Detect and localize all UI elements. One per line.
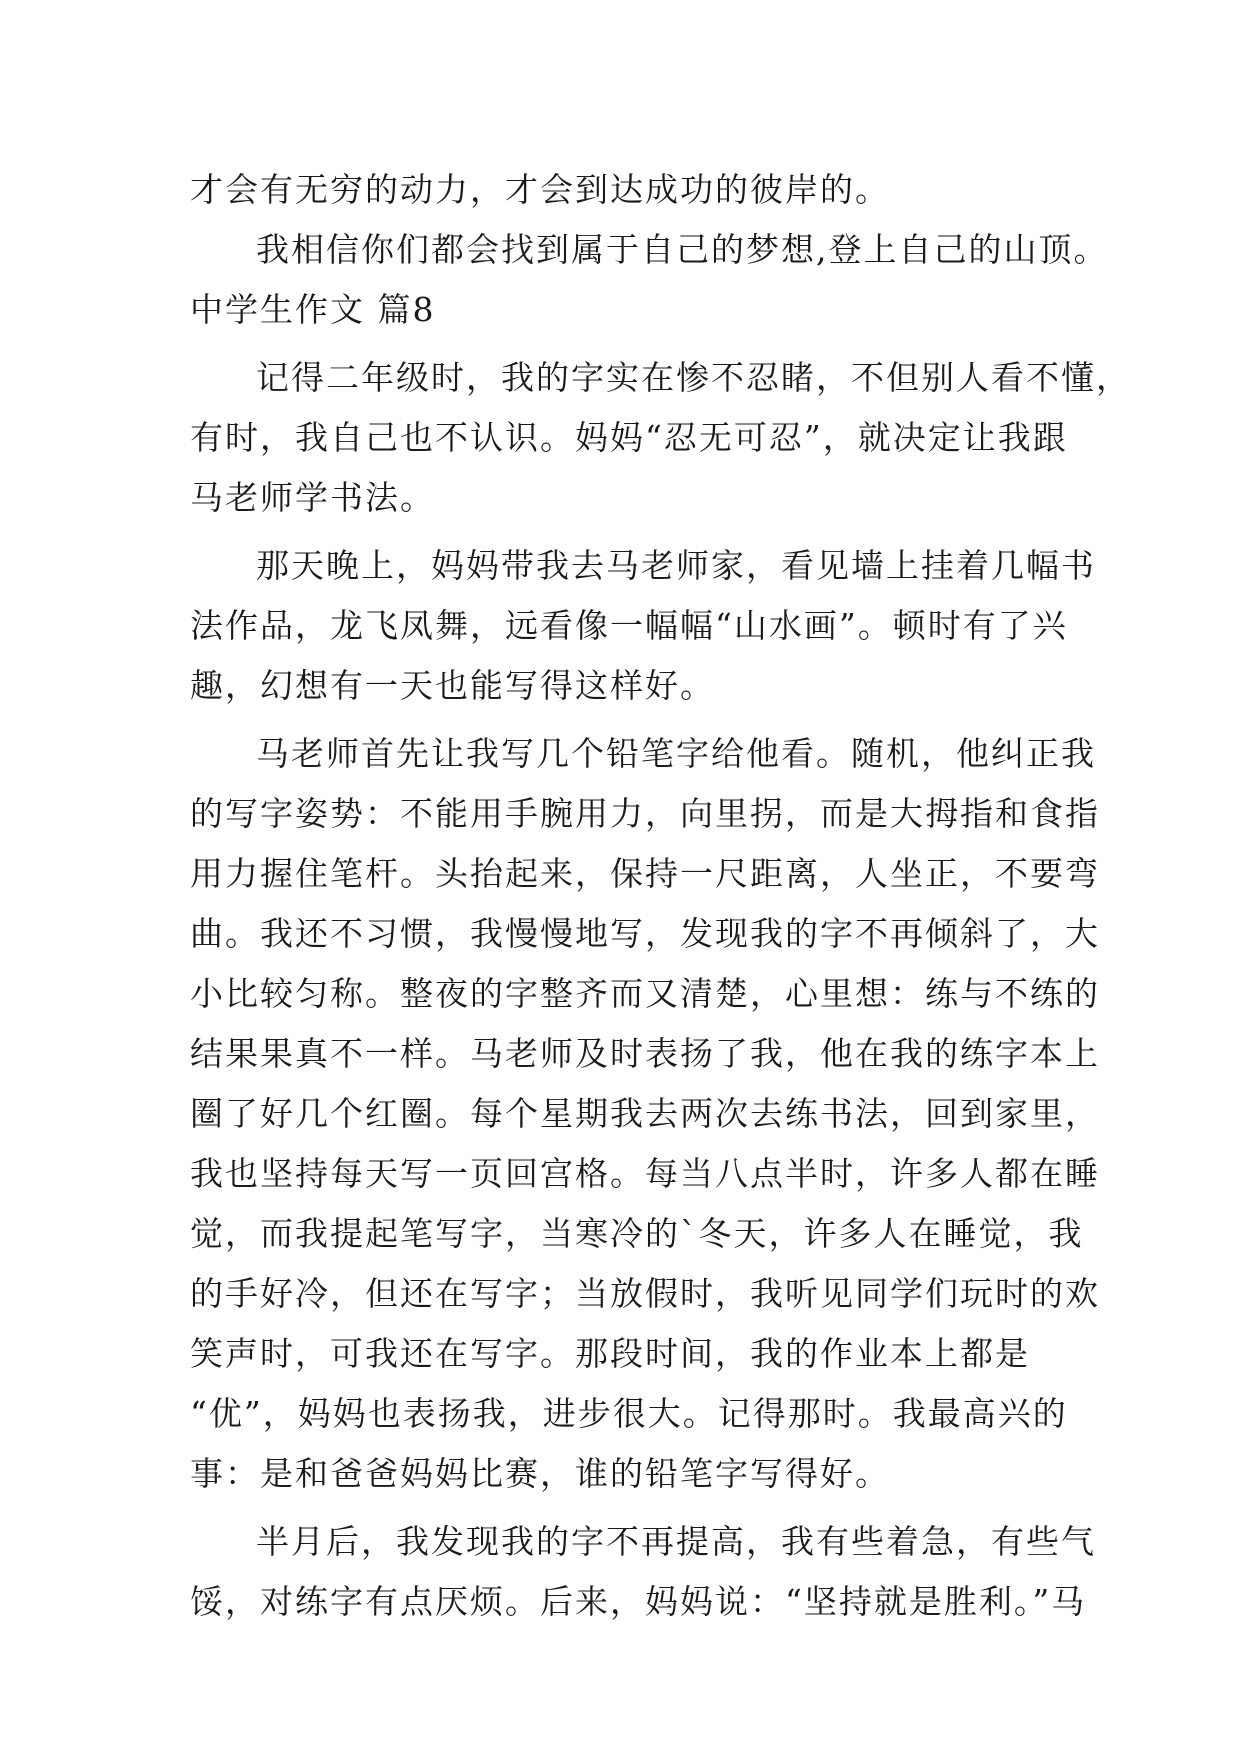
text-line: 结果果真不一样。马老师及时表扬了我，他在我的练字本上 xyxy=(190,1034,1100,1073)
text-line: 法作品，龙飞凤舞，远看像一幅幅“山水画”。顿时有了兴 xyxy=(190,606,1068,645)
text-line: 才会有无穷的动力，才会到达成功的彼岸的。 xyxy=(190,170,890,209)
text-line: 曲。我还不习惯，我慢慢地写，发现我的字不再倾斜了，大 xyxy=(190,914,1100,953)
text-line: “优”，妈妈也表扬我，进步很大。记得那时。我最高兴的 xyxy=(190,1394,1068,1433)
text-line: 马老师首先让我写几个铅笔字给他看。随机，他纠正我 xyxy=(256,734,1096,773)
text-line: 小比较匀称。整夜的字整齐而又清楚，心里想：练与不练的 xyxy=(190,974,1100,1013)
text-line: 我相信你们都会找到属于自己的梦想,登上自己的山顶。 xyxy=(256,230,1109,269)
document-body xyxy=(190,160,1131,1632)
text-line: 的写字姿势：不能用手腕用力，向里拐，而是大拇指和食指 xyxy=(190,794,1100,833)
text-line: 馁，对练字有点厌烦。后来，妈妈说：“坚持就是胜利。”马 xyxy=(190,1582,1087,1621)
text-line: 的手好冷，但还在写字；当放假时，我听见同学们玩时的欢 xyxy=(190,1274,1100,1313)
text-line: 圈了好几个红圈。每个星期我去两次去练书法，回到家里， xyxy=(190,1094,1100,1133)
text-line: 觉，而我提起笔写字，当寒冷的`冬天，许多人在睡觉，我 xyxy=(190,1214,1084,1253)
section-heading: 中学生作文 篇8 xyxy=(190,290,436,329)
text-line: 用力握住笔杆。头抬起来，保持一尺距离，人坐正，不要弯 xyxy=(190,854,1100,893)
text-line: 我也坚持每天写一页回宫格。每当八点半时，许多人都在睡 xyxy=(190,1154,1100,1193)
text-line: 半月后，我发现我的字不再提高，我有些着急，有些气 xyxy=(256,1522,1096,1561)
text-line: 马老师学书法。 xyxy=(190,478,435,517)
text-line: 趣，幻想有一天也能写得这样好。 xyxy=(190,666,715,705)
text-line: 有时，我自己也不认识。妈妈“忍无可忍”，就决定让我跟 xyxy=(190,418,1068,457)
text-line: 记得二年级时，我的字实在惨不忍睹，不但别人看不懂， xyxy=(256,358,1131,397)
text-line: 笑声时，可我还在写字。那段时间，我的作业本上都是 xyxy=(190,1334,1030,1373)
text-line: 事：是和爸爸妈妈比赛，谁的铅笔字写得好。 xyxy=(190,1454,890,1493)
text-line: 那天晚上，妈妈带我去马老师家，看见墙上挂着几幅书 xyxy=(256,546,1096,585)
